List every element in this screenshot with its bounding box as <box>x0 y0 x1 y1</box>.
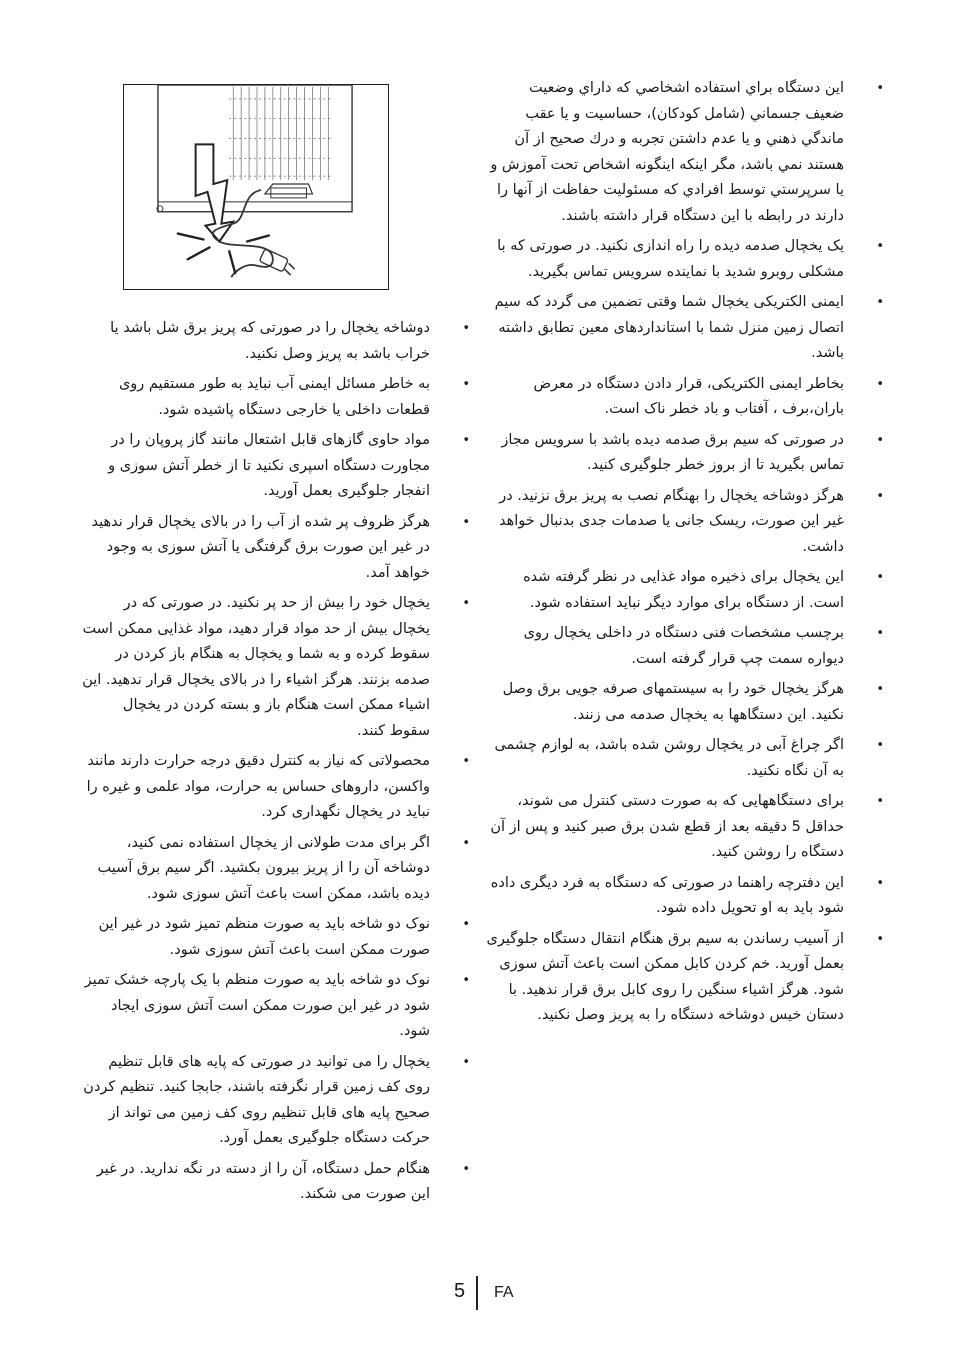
list-item: • این یخچال برای ذخیره مواد غذایی در نظر گرفته شده است. از دستگاه برای موارد دیگر نباید استفاده شود. <box>486 565 886 616</box>
list-item: • نوک دو شاخه باید به صورت منظم با یک پارچه خشک تمیز شود در غیر این صورت ممکن است آتش سوزی ایجاد شود. <box>82 968 472 1045</box>
page-number: 5 <box>454 1280 466 1302</box>
list-item: • به خاطر مسائل ایمنی آب نباید به طور مستقیم روی قطعات داخلی یا خارجی دستگاه پاشیده شود. <box>82 372 472 423</box>
list-item: • یک یخچال صدمه دیده را راه اندازی نکنید. در صورتی که با مشکلی روبرو شدید با نماینده سرویس تماس بگیرید. <box>486 234 886 285</box>
list-item: • این دستگاه براي استفاده اشخاصي كه داراي وضعيت ضعيف جسماني (شامل كودكان)، حساسيت و يا عقب ماندگي ذهني و يا عدم داشتن تجربه و درك صحيح از آن هستند نمي باشد، مگر اينكه اينگونه اشخاص تحت آموزش و يا سرپرستي توسط افرادي كه مسئوليت حفاظت از آنها را دارند در رابطه با اين دستگاه قرار داشته باشند. <box>486 76 886 229</box>
list-item: • برچسب مشخصات فنی دستگاه در داخلی یخچال روی دیواره سمت چپ قرار گرفته است. <box>486 621 886 672</box>
language-code: FA <box>494 1284 514 1301</box>
list-item: • ایمنی الکتریکی یخچال شما وقتی تضمین می گردد که سیم اتصال زمین منزل شما با استانداردهای معین تطابق داشته باشد. <box>486 290 886 367</box>
list-item: • مواد حاوی گازهای قابل اشتعال مانند گاز پروپان را در مجاورت دستگاه اسپری نکنید تا از خطر آتش سوزی و انفجار جلوگیری بعمل آورید. <box>82 428 472 505</box>
list-item: • از آسیب رساندن به سیم برق هنگام انتقال دستگاه جلوگیری بعمل آورید. خم کردن کابل ممکن است باعث آتش سوزی شود. هرگز اشیاء سنگین را روی کابل برق قرار ندهید. با دستان خیس دوشاخه دستگاه را به پریز وصل نکنید. <box>486 927 886 1029</box>
list-item: • یخچال خود را بیش از حد پر نکنید. در صورتی که در یخچال بیش از حد مواد قرار دهید، مواد غذایی ممکن است سقوط کرده و به شما و یخچال به هنگام باز کردن در صدمه بزنند. هرگز اشیاء را در بالای یخچال قرار ندهید. این اشیاء ممکن است هنگام باز و بسته کردن در یخچال سقوط کنند. <box>82 591 472 744</box>
list-item: • در صورتی که سیم برق صدمه دیده باشد با سرویس مجاز تماس بگیرید تا از بروز خطر جلوگیری کنید. <box>486 428 886 479</box>
left-bullet-list <box>82 316 472 1208</box>
electric-plug-hazard-icon <box>124 85 388 289</box>
list-item: • یخچال را می توانید در صورتی که پایه های قابل تنظیم روی کف زمین قرار نگرفته باشند، جابجا کنید. تنظیم کردن صحیح پایه های قابل تنظیم روی کف زمین می تواند از حرکت دستگاه جلوگیری بعمل آورد. <box>82 1050 472 1152</box>
list-item: • محصولاتی که نیاز به کنترل دقیق درجه حرارت دارند مانند واکسن، داروهای حساس به حرارت، مواد علمی و غیره را نباید در یخچال نگهداری کرد. <box>82 749 472 826</box>
list-item: • هرگز یخچال خود را به سیستمهای صرفه جویی برق وصل نکنید. این دستگاهها به یخچال صدمه می زنند. <box>486 677 886 728</box>
right-bullet-list <box>486 76 886 1029</box>
list-item: • این دفترچه راهنما در صورتی که دستگاه به فرد دیگری داده شود باید به او تحویل داده شود. <box>486 871 886 922</box>
footer-divider <box>476 1276 478 1310</box>
list-item: • هنگام حمل دستگاه، آن را از دسته در نگه ندارید. در غیر این صورت می شکند. <box>82 1157 472 1208</box>
list-item: • هرگز دوشاخه یخچال را بهنگام نصب به پریز برق نزنید. در غیر این صورت، ریسک جانی یا صدمات جدی بدنبال خواهد داشت. <box>486 484 886 561</box>
list-item: • هرگز ظروف پر شده از آب را در بالای یخچال قرار ندهید در غیر این صورت برق گرفتگی یا آتش سوزی به وجود خواهد آمد. <box>82 510 472 587</box>
list-item: • بخاطر ایمنی الکتریکی، قرار دادن دستگاه در معرض باران،برف ، آفتاب و باد خطر ناک است. <box>486 372 886 423</box>
fridge-plug-illustration <box>123 84 389 290</box>
list-item: • نوک دو شاخه باید به صورت منظم تمیز شود در غیر این صورت ممکن است باعث آتش سوزی شود. <box>82 912 472 963</box>
list-item: • اگر برای مدت طولانی از یخچال استفاده نمی کنید، دوشاخه آن را از پریز بیرون بکشید. اگر سیم برق آسیب دیده باشد، ممکن است باعث آتش سوزی شود. <box>82 831 472 908</box>
list-item: • دوشاخه یخچال را در صورتی که پریز برق شل باشد یا خراب باشد به پریز وصل نکنید. <box>82 316 472 367</box>
right-column <box>486 76 886 1034</box>
list-item: • برای دستگاههایی که به صورت دستی کنترل می شوند، حداقل 5 دقیقه بعد از قطع شدن برق صبر کنید و پس از آن دستگاه را روشن کنید. <box>486 789 886 866</box>
left-column <box>82 316 472 1213</box>
list-item: • اگر چراغ آبی در یخچال روشن شده باشد، به لوازم چشمی به آن نگاه نکنید. <box>486 733 886 784</box>
